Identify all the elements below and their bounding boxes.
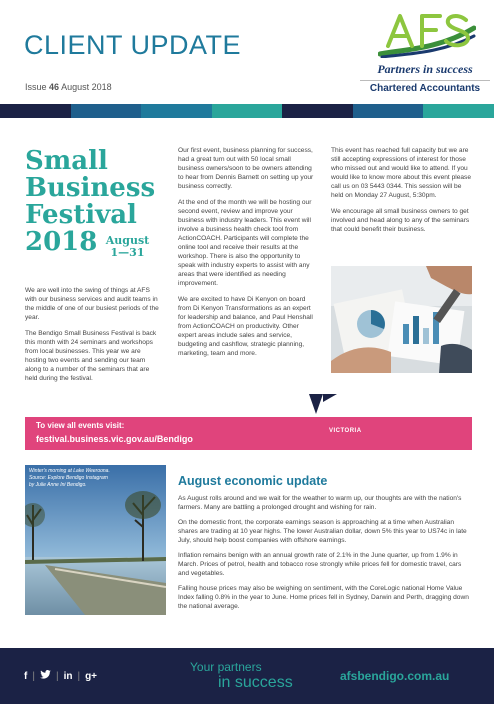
divider: | [55, 670, 59, 682]
colour-strip [0, 104, 494, 118]
header [0, 0, 494, 104]
banner-link[interactable]: festival.business.vic.gov.au/Bendigo [36, 434, 193, 444]
issue-info [25, 82, 112, 92]
strip-segment [71, 104, 142, 118]
festival-date-range: 1—31 [110, 246, 145, 259]
logo-subtitle: Chartered Accountants [360, 80, 490, 94]
festival-title-line: Festival [25, 200, 137, 230]
strip-segment [0, 104, 71, 118]
festival-column-1 [25, 286, 160, 390]
footer-tagline-line1: Your partners [190, 660, 262, 674]
festival-title-line: Business [25, 173, 156, 203]
social-links [24, 670, 97, 682]
paragraph: On the domestic front, the corporate earnings season is approaching at a time when Australian shares are trading at 10 year highs. The lower Australian dollar, down 5% this year to US74c in late July, should help boost companies with offshore earnings. [178, 519, 467, 544]
page-title: CLIENT UPDATE [24, 30, 242, 60]
economic-update-body [178, 494, 472, 617]
paragraph: We are excited to have Di Kenyon on board from Di Kenyon Transformations as an expert for leadership and balance, and Paul Henshall from ActionCOACH on productivity. Other expert areas include sales and service, budgeting and cashflow, strategic planning, marketing, team and more. [178, 296, 313, 357]
festival-date-month: August [105, 234, 150, 247]
strip-segment [353, 104, 424, 118]
footer-website-link[interactable]: afsbendigo.com.au [340, 669, 450, 683]
strip-segment [141, 104, 212, 118]
business-meeting-photo [331, 266, 472, 373]
victoria-logo-text: VICTORIA [329, 428, 362, 434]
festival-column-3 [331, 146, 471, 241]
paragraph: We encourage all small business owners to get involved and head along to any of the seminars that could benefit their business. [331, 208, 470, 233]
paragraph: Our first event, business planning for success, had a great turn out with 50 local small business owners/soon to be owners attending to hear from Dennis Barnett on setting up your business correctly. [178, 147, 314, 190]
caption-line: by Julie Anne Ini Bendigo. [29, 482, 87, 488]
google-plus-icon[interactable]: g+ [85, 670, 98, 682]
caption-line: Source: Explore Bendigo Instagram [29, 475, 108, 481]
issue-date: August 2018 [61, 82, 112, 92]
footer [0, 648, 494, 704]
festival-title-line: 2018 [25, 227, 98, 257]
issue-number: 46 [49, 82, 60, 92]
banner-text: To view all events visit: [36, 421, 125, 430]
lake-photo [25, 465, 166, 615]
paragraph: At the end of the month we will be hosting our second event, review and improve your business with industry leaders. This event will involve a business health check tool from ActionCOACH. Participants will complete the online tool and receive their results at the workshop. There is also the opportunity to speak with industry experts to assist with any areas that were identified as needing improvement. [178, 199, 312, 287]
festival-dates [100, 235, 155, 259]
caption-line: Winter's morning at Lake Weeroona. [29, 468, 110, 474]
afs-logo [360, 10, 490, 94]
paragraph: We are well into the swing of things at AFS with our business services and audit teams in the middle of one of our busiest periods of the year. [25, 287, 159, 321]
divider: | [32, 670, 35, 682]
strip-segment [282, 104, 353, 118]
twitter-icon[interactable] [40, 670, 51, 682]
paragraph: This event has reached full capacity but we are still accepting expressions of interest for those who missed out and would like to attend. If you would like to know more about this event please call us on 03 5443 0344. This session will be held on Monday 27 August, 5:30pm. [331, 147, 472, 199]
logo-tagline: Partners in success [377, 62, 473, 76]
twitter-bird-glyph [40, 670, 51, 679]
divider: | [77, 670, 81, 682]
economic-update-title: August economic update [178, 474, 328, 488]
footer-tagline-line2: in success [218, 674, 293, 691]
paragraph: The Bendigo Small Business Festival is back this month with 24 seminars and workshops from local businesses. This year we are hosting two events and sending our team along to a number of the seminars that are held during the festival. [25, 330, 157, 382]
paragraph: Inflation remains benign with an annual growth rate of 2.1% in the June quarter, up from 1.9% in March. Prices of petrol, health and tobacco rose strongly while prices fell for domestic travel, cars and vegetables. [178, 552, 462, 577]
events-banner [25, 417, 472, 450]
paragraph: Falling house prices may also be weighing on sentiment, with the CoreLogic national Home Value Index falling 0.8% in the year to June. Home prices fell in Sydney, Darwin and Perth, dragging down the national average. [178, 585, 469, 610]
paragraph: As August rolls around and we wait for the weather to warm up, our thoughts are with the nation's farmers. Many are battling a prolonged drought and wishing for rain. [178, 495, 462, 511]
facebook-icon[interactable]: f [24, 670, 28, 682]
strip-segment [423, 104, 494, 118]
linkedin-icon[interactable]: in [63, 670, 73, 682]
afs-logo-mark [378, 10, 476, 58]
festival-title-line: Small [25, 146, 108, 176]
strip-segment [212, 104, 283, 118]
festival-column-2 [178, 146, 318, 365]
photo-caption [29, 468, 159, 489]
issue-label: Issue [25, 82, 47, 92]
